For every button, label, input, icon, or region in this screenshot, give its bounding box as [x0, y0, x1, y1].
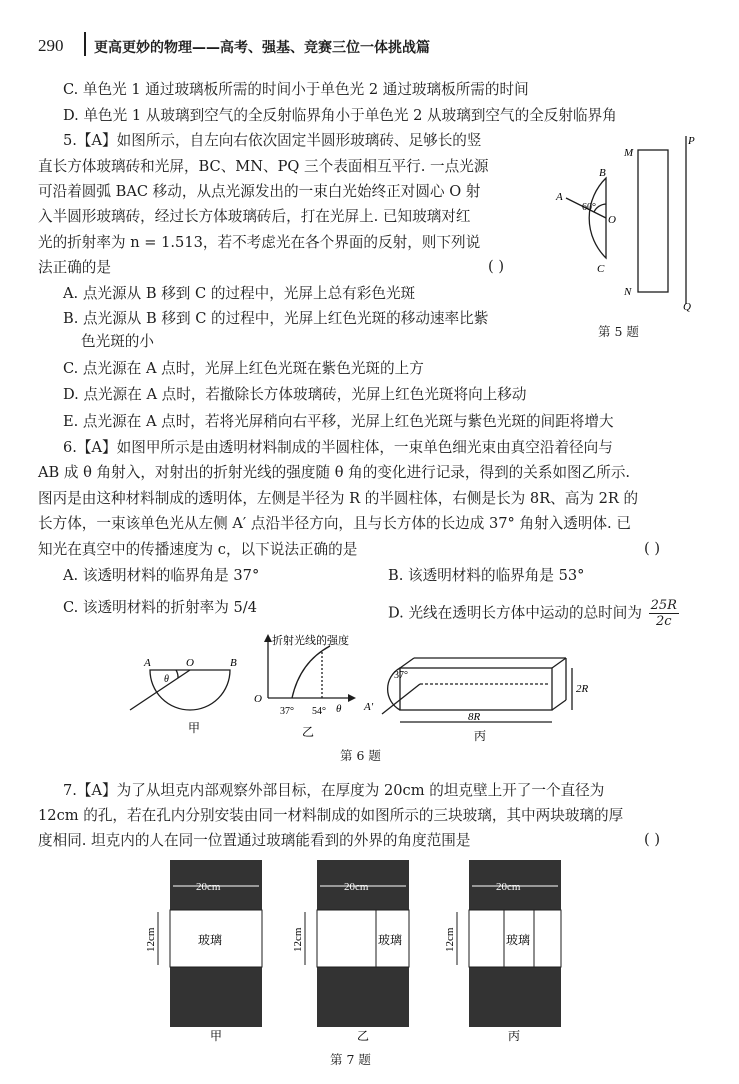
q5-option-a: A. 点光源从 B 移到 C 的过程中，光屏上总有彩色光斑 — [63, 285, 416, 302]
q6-line: AB 成 θ 角射入，对射出的折射光线的强度随 θ 角的变化进行记录，得到的关系如图乙所示. — [38, 464, 631, 481]
q6-option-b: B. 该透明材料的临界角是 53° — [388, 567, 585, 584]
bing-caption: 丙 — [474, 729, 487, 743]
panel-caption: 丙 — [508, 1029, 521, 1043]
q6-option-c: C. 该透明材料的折射率为 5/4 — [63, 599, 257, 616]
bing-edge — [552, 658, 566, 668]
yi-xlabel: θ — [336, 703, 342, 715]
prev-option-d: D. 单色光 1 从玻璃到空气的全反射临界角小于单色光 2 从玻璃到空气的全反射临界角 — [63, 107, 617, 124]
book-title: 更高更妙的物理——高考、强基、竞赛三位一体挑战篇 — [94, 40, 430, 56]
q5-caption: 第 5 题 — [598, 324, 639, 339]
q6-answer-blank: ( ) — [644, 540, 661, 557]
q5-figure — [550, 128, 710, 348]
bing-edge — [400, 658, 414, 668]
q5-line: 法正确的是 — [38, 259, 111, 276]
q6-line: 知光在真空中的传播速度为 c，以下说法正确的是 — [38, 541, 358, 558]
q6-option-d — [388, 598, 679, 629]
label-q: Q — [683, 301, 691, 313]
label-m: M — [624, 147, 634, 159]
page-number: 290 — [38, 36, 64, 55]
yi-tick-54: 54° — [312, 706, 326, 717]
q7-line: 度相同. 坦克内的人在同一位置通过玻璃能看到的外界的角度范围是 — [38, 832, 471, 849]
q5-line: 光的折射率为 n = 1.513，若不考虑光在各个界面的反射，则下列说 — [38, 234, 481, 251]
fraction-numerator: 25R — [650, 598, 677, 613]
fraction-denominator: 2c — [656, 614, 672, 629]
q6-incident-ray — [130, 670, 190, 710]
q6-line: 长方体，一束该单色光从左侧 A′ 点沿半径方向，且与长方体的长边成 37° 角射入透明体. 已 — [38, 515, 631, 532]
label-o: O — [608, 214, 616, 226]
jia-theta: θ — [164, 674, 169, 685]
q5-option-b: B. 点光源从 B 移到 C 的过程中，光屏上红色光斑的移动速率比紫 — [63, 310, 489, 327]
bing-angle: 37° — [394, 670, 408, 681]
glass-label: 玻璃 — [506, 933, 531, 947]
q5-option-d: D. 点光源在 A 点时，若撤除长方体玻璃砖，光屏上红色光斑将向上移动 — [63, 386, 527, 403]
q6-figure — [120, 632, 620, 762]
q6-option-a: A. 该透明材料的临界角是 37° — [63, 567, 260, 584]
q6-line: 图丙是由这种材料制成的透明体，左侧是半径为 R 的半圆柱体，右侧是长为 8R、高为 2R 的 — [38, 490, 639, 507]
panel-yi — [292, 860, 409, 1043]
height-label: 12cm — [145, 927, 157, 952]
glass-label: 玻璃 — [378, 933, 403, 947]
yi-ylabel: 折射光线的强度 — [272, 635, 349, 647]
label-a: A — [556, 191, 563, 203]
q5-option-c: C. 点光源在 A 点时，光屏上红色光斑在紫色光斑的上方 — [63, 360, 424, 377]
q5-option-b-cont: 色光斑的小 — [81, 333, 154, 350]
height-label: 12cm — [444, 927, 456, 952]
label-c: C — [597, 263, 605, 275]
semicircle-glass — [589, 178, 606, 258]
fraction — [649, 598, 679, 629]
header-divider — [84, 32, 86, 56]
label-b: B — [599, 167, 606, 179]
q5-line: 直长方体玻璃砖和光屏，BC、MN、PQ 三个表面相互平行. 一点光源 — [38, 158, 489, 175]
jia-label-b: B — [230, 657, 237, 669]
q6-option-d-text: D. 光线在透明长方体中运动的总时间为 — [388, 604, 642, 622]
y-arrow — [264, 634, 272, 642]
width-label: 20cm — [496, 881, 521, 893]
prev-option-c: C. 单色光 1 通过玻璃板所需的时间小于单色光 2 通过玻璃板所需的时间 — [63, 81, 529, 98]
yi-origin: O — [254, 693, 262, 705]
bing-height: 2R — [576, 683, 589, 695]
panel-jia — [145, 860, 262, 1043]
height-label: 12cm — [292, 927, 304, 952]
jia-label-a: A — [144, 657, 151, 669]
q5-option-e: E. 点光源在 A 点时，若将光屏稍向右平移，光屏上红色光斑与紫色光斑的间距将增大 — [63, 413, 614, 430]
width-label: 20cm — [196, 881, 221, 893]
q7-line: 7.【A】为了从坦克内部观察外部目标，在厚度为 20cm 的坦克壁上开了一个直径为 — [63, 782, 605, 799]
label-n: N — [624, 286, 632, 298]
bing-edge — [552, 700, 566, 710]
q7-answer-blank: ( ) — [644, 831, 661, 848]
q5-answer-blank: ( ) — [488, 258, 505, 275]
jia-label-o: O — [186, 657, 194, 669]
panel-bing — [444, 860, 561, 1043]
bing-point: A′ — [364, 701, 374, 713]
q7-caption: 第 7 题 — [330, 1052, 371, 1067]
q5-line: 5.【A】如图所示，自左向右依次固定半圆形玻璃砖、足够长的竖 — [63, 132, 482, 149]
half-cylinder — [150, 670, 230, 710]
yi-tick-37: 37° — [280, 706, 294, 717]
q7-line: 12cm 的孔，若在孔内分别安装由同一材料制成的如图所示的三块玻璃，其中两块玻璃的厚 — [38, 807, 624, 824]
panel-caption: 甲 — [210, 1029, 223, 1043]
q5-line: 可沿着圆弧 BAC 移动，从点光源发出的一束白光始终正对圆心 O 射 — [38, 183, 481, 200]
q6-line: 6.【A】如图甲所示是由透明材料制成的半圆柱体，一束单色细光束由真空沿着径向与 — [63, 439, 613, 456]
yi-caption: 乙 — [302, 725, 315, 739]
intensity-curve — [292, 646, 330, 698]
x-arrow — [348, 694, 356, 702]
label-angle: 60° — [582, 202, 596, 213]
q6-caption: 第 6 题 — [340, 748, 381, 763]
width-label: 20cm — [344, 881, 369, 893]
bing-cuboid — [400, 668, 552, 710]
theta-arc — [176, 670, 178, 678]
bing-length: 8R — [468, 711, 481, 723]
jia-caption: 甲 — [188, 721, 201, 735]
label-p: P — [688, 135, 695, 147]
panel-caption: 乙 — [357, 1029, 370, 1043]
q5-line: 入半圆形玻璃砖，经过长方体玻璃砖后，打在光屏上. 已知玻璃对红 — [38, 208, 471, 225]
q7-figure — [140, 852, 590, 1062]
cuboid-glass — [638, 150, 668, 292]
glass-label: 玻璃 — [198, 933, 223, 947]
